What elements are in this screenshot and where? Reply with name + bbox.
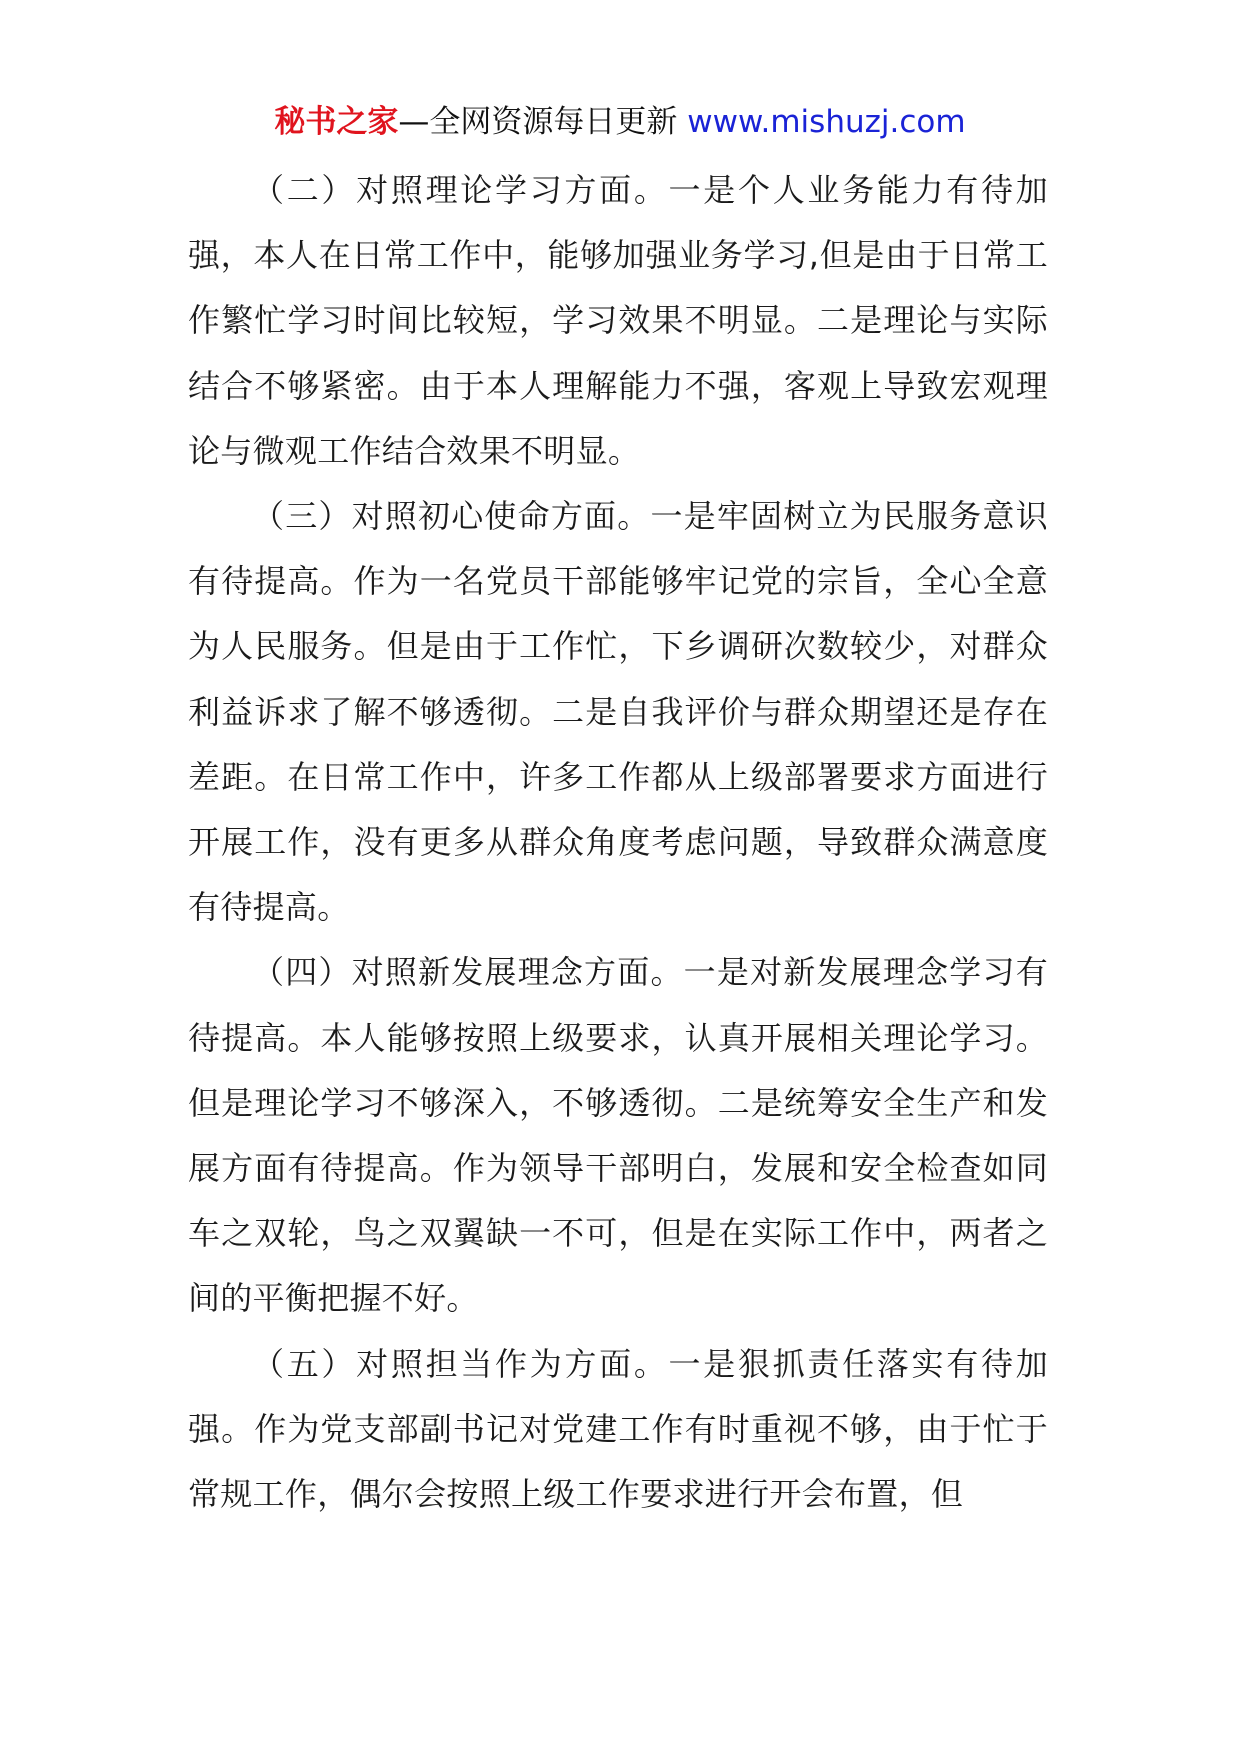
document-body xyxy=(188,158,1048,1527)
paragraph-new-development: （四）对照新发展理念方面。一是对新发展理念学习有待提高。本人能够按照上级要求，认真开展相关理论学习。但是理论学习不够深入，不够透彻。二是统筹安全生产和发展方面有待提高。作为领导干部明白，发展和安全检查如同车之双轮，鸟之双翼缺一不可，但是在实际工作中，两者之间的平衡把握不好。 xyxy=(188,953,1048,1318)
site-brand: 秘书之家 xyxy=(274,104,399,140)
site-header xyxy=(0,100,1240,144)
paragraph-original-mission: （三）对照初心使命方面。一是牢固树立为民服务意识有待提高。作为一名党员干部能够牢记党的宗旨，全心全意为人民服务。但是由于工作忙，下乡调研次数较少，对群众利益诉求了解不够透彻。二是自我评价与群众期望还是存在差距。在日常工作中，许多工作都从上级部署要求方面进行开展工作，没有更多从群众角度考虑问题，导致群众满意度有待提高。 xyxy=(188,497,1048,927)
site-url-link[interactable]: www.mishuzj.com xyxy=(687,104,966,140)
paragraph-theory-study: （二）对照理论学习方面。一是个人业务能力有待加强，本人在日常工作中，能够加强业务学习,但是由于日常工作繁忙学习时间比较短，学习效果不明显。二是理论与实际结合不够紧密。由于本人理解能力不强，客观上导致宏观理论与微观工作结合效果不明显。 xyxy=(188,171,1048,470)
site-tagline: —全网资源每日更新 xyxy=(398,104,678,140)
paragraph-responsibility: （五）对照担当作为方面。一是狠抓责任落实有待加强。作为党支部副书记对党建工作有时重视不够，由于忙于常规工作，偶尔会按照上级工作要求进行开会布置，但 xyxy=(188,1344,1048,1514)
